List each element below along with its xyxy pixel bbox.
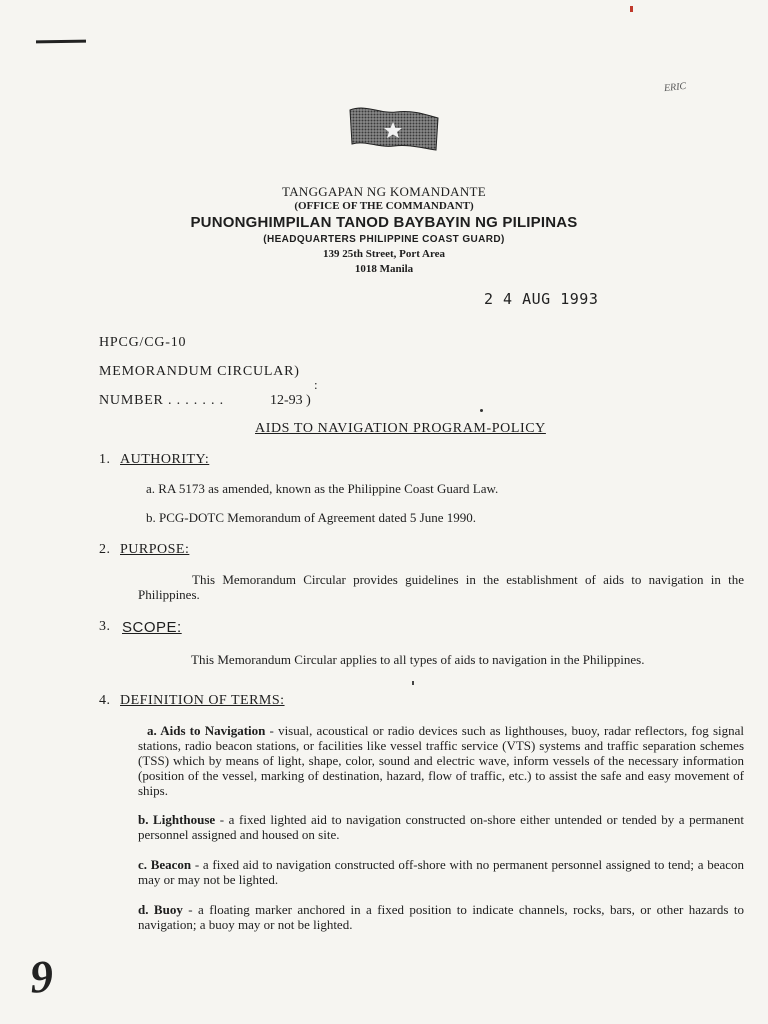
definition-beacon — [138, 857, 744, 887]
memo-number-value: 12-93 ) — [270, 393, 311, 408]
definition-term: d. Buoy — [138, 902, 183, 917]
definition-term: a. Aids to Navigation — [147, 723, 266, 738]
definition-term: c. Beacon — [138, 857, 192, 872]
section-number-authority: 1. — [99, 452, 111, 467]
definition-text: - a fixed aid to navigation constructed off-shore with no permanent personnel assigned to tend; a beacon may or may not be lighted. — [138, 857, 745, 887]
address-street: 139 25th Street, Port Area — [322, 248, 446, 260]
section-number-definitions: 4. — [99, 693, 111, 708]
definition-text: - a floating marker anchored in a fixed position to indicate channels, rocks, bars, or other hazards to navigation; a buoy may or not be lighted. — [138, 902, 744, 932]
office-title-tagalog: TANGGAPAN NG KOMANDANTE — [282, 184, 486, 199]
handwritten-page-mark: 9 — [28, 950, 55, 1003]
section-title-scope: SCOPE: — [122, 619, 182, 636]
section-number-scope: 3. — [99, 619, 111, 634]
section-title-definitions: DEFINITION OF TERMS: — [120, 693, 285, 708]
memo-number-label: NUMBER . . . . . . . — [99, 393, 224, 408]
definition-term: b. Lighthouse — [138, 812, 216, 827]
definition-lighthouse — [138, 812, 744, 842]
scan-speck — [480, 409, 483, 412]
memo-reference: HPCG/CG-10 — [99, 335, 187, 350]
section-number-purpose: 2. — [99, 542, 111, 557]
corner-note: ERIC — [663, 80, 687, 95]
scan-speck — [412, 681, 414, 685]
authority-item-b: b. PCG-DOTC Memorandum of Agreement dated 5 June 1990. — [146, 510, 477, 525]
section-title-authority: AUTHORITY: — [120, 452, 210, 467]
address-city: 1018 Manila — [354, 263, 414, 275]
headquarters-title-tagalog: PUNONGHIMPILAN TANOD BAYBAYIN NG PILIPINAS — [190, 214, 578, 231]
date-stamp: 2 4 AUG 1993 — [484, 290, 599, 308]
memo-circular-label: MEMORANDUM CIRCULAR) — [99, 364, 300, 379]
scope-text: This Memorandum Circular applies to all types of aids to navigation in the Philippines. — [191, 652, 645, 667]
scan-speck — [630, 6, 633, 12]
definition-aids-to-navigation — [138, 723, 744, 798]
purpose-text: This Memorandum Circular provides guidelines in the establishment of aids to navigation in the Philippines. — [138, 572, 744, 602]
memo-colon: : — [314, 377, 318, 392]
headquarters-title-english: (HEADQUARTERS PHILIPPINE COAST GUARD) — [263, 234, 505, 245]
authority-item-a: a. RA 5173 as amended, known as the Philippine Coast Guard Law. — [146, 481, 499, 496]
flag-logo-icon — [346, 104, 442, 161]
definition-text: - a fixed lighted aid to navigation constructed on-shore either untended or tended by a permanent personnel assigned and housed on site. — [138, 812, 744, 842]
office-title-english: (OFFICE OF THE COMMANDANT) — [294, 200, 474, 212]
definition-buoy — [138, 902, 744, 932]
section-title-purpose: PURPOSE: — [120, 542, 190, 557]
pen-mark — [36, 40, 86, 44]
definition-text: - visual, acoustical or radio devices such as lighthouses, buoy, radar reflectors, fog signal stations, radio beacon stations, or facilities like vessel traffic service (VTS) systems and traffic separation schemes (TSS) which by means of light, shape, color, sound and electric wave, inform vessels of the necessary information (position of the vessel, marking of destination, hazard, flow of traffic, etc.) to assist the safe and easy movement of ships. — [138, 723, 744, 798]
memo-title: AIDS TO NAVIGATION PROGRAM-POLICY — [255, 421, 546, 436]
